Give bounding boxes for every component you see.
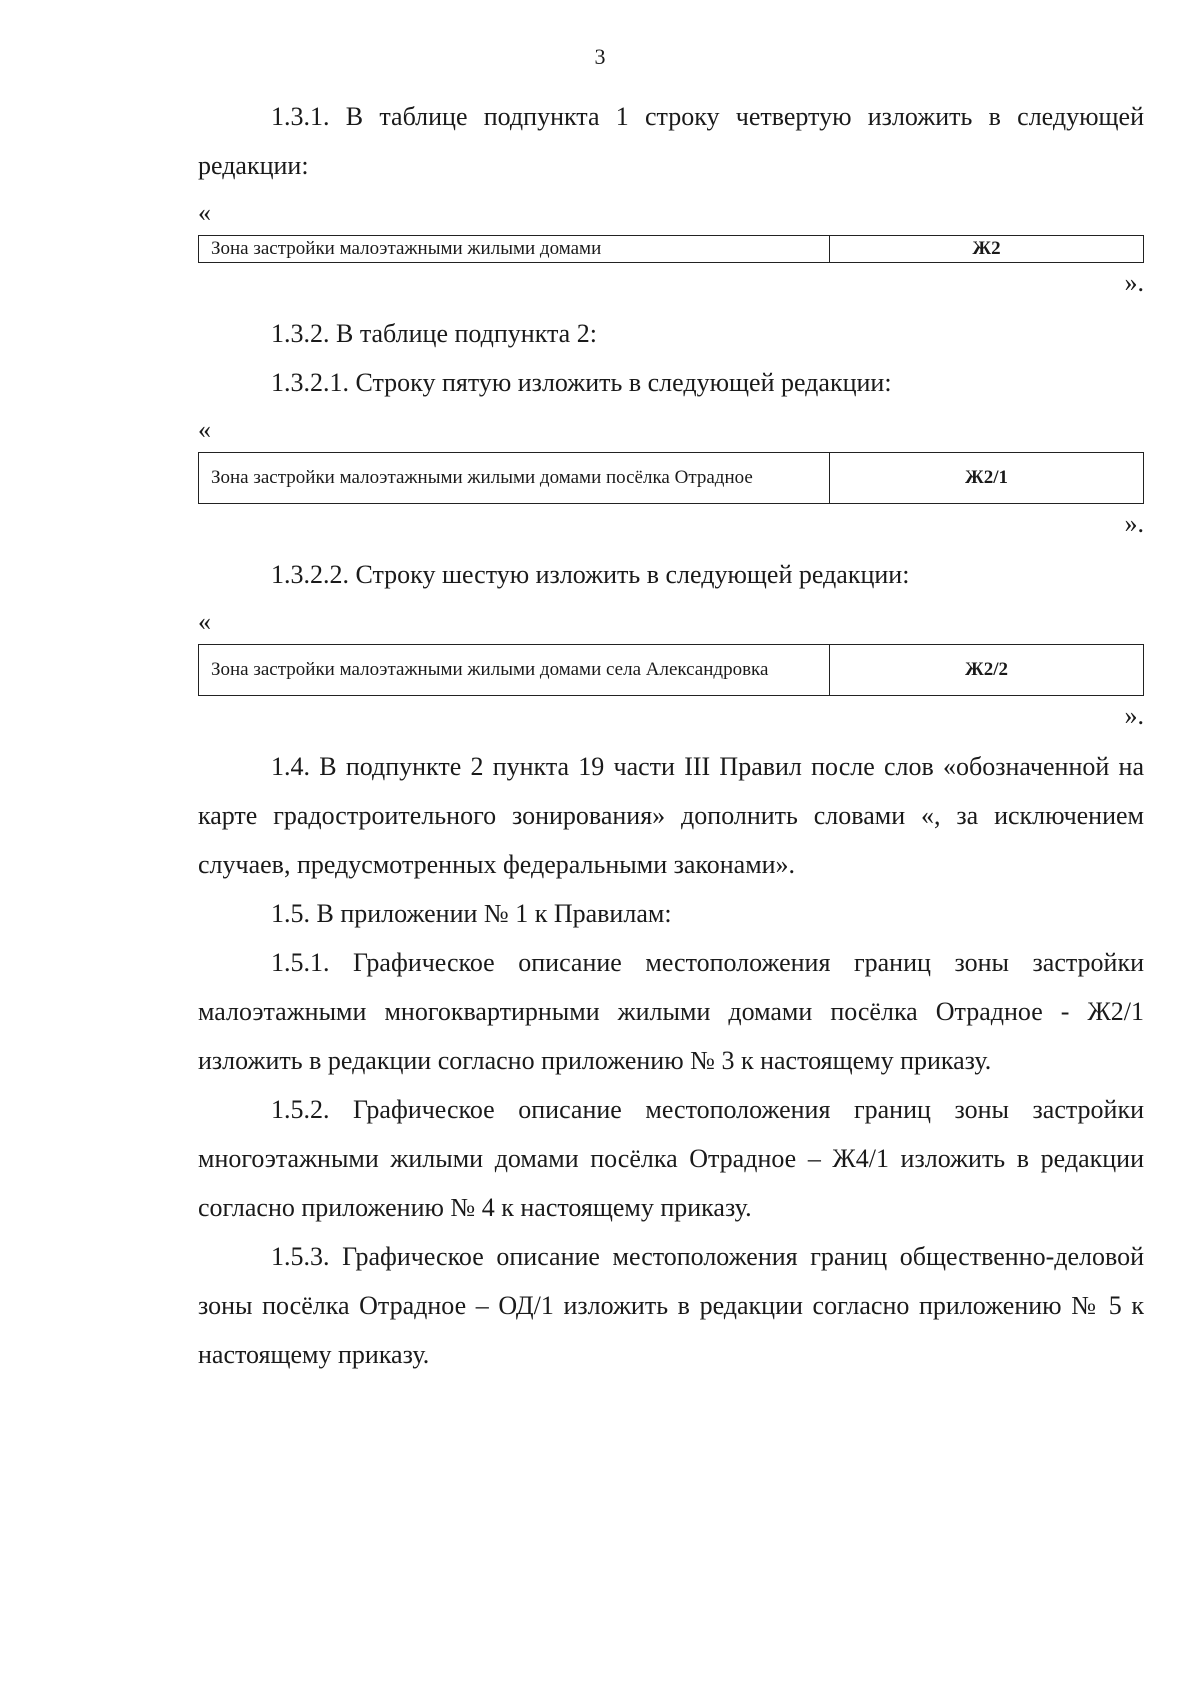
zone-name-cell: Зона застройки малоэтажными жилыми домами села Александровка <box>199 645 830 696</box>
closing-quote: ». <box>1124 701 1144 730</box>
paragraph-1-3-2: 1.3.2. В таблице подпункта 2: <box>271 319 597 348</box>
paragraph-1-5-2: 1.5.2. Графическое описание местоположения границ зоны застройки многоэтажными жилыми домами посёлка Отрадное – Ж4/1 изложить в редакции согласно приложению № 4 к настоящему приказу. <box>198 1095 1144 1222</box>
paragraph-1-3-2-1: 1.3.2.1. Строку пятую изложить в следующей редакции: <box>271 368 892 397</box>
opening-quote: « <box>198 607 211 636</box>
paragraph-1-4: 1.4. В подпункте 2 пункта 19 части III Правил после слов «обозначенной на карте градостроительного зонирования» дополнить словами «, за исключением случаев, предусмотренных федеральными законами». <box>198 752 1144 879</box>
table-row <box>199 453 1144 504</box>
zone-table-2 <box>198 452 1144 504</box>
zone-table-3 <box>198 644 1144 696</box>
zone-code-cell: Ж2/1 <box>830 453 1144 504</box>
table-row <box>199 236 1144 263</box>
opening-quote: « <box>198 198 211 227</box>
paragraph-1-5-1: 1.5.1. Графическое описание местоположения границ зоны застройки малоэтажными многоквартирными жилыми домами посёлка Отрадное - Ж2/1 изложить в редакции согласно приложению № 3 к настоящему приказу. <box>198 948 1144 1075</box>
paragraph-1-3-1: 1.3.1. В таблице подпункта 1 строку четвертую изложить в следующей редакции: <box>198 102 1144 180</box>
paragraph-1-3-2-2: 1.3.2.2. Строку шестую изложить в следующей редакции: <box>271 560 910 589</box>
paragraph-1-5: 1.5. В приложении № 1 к Правилам: <box>271 899 672 928</box>
zone-table-1 <box>198 235 1144 263</box>
zone-code-cell: Ж2/2 <box>830 645 1144 696</box>
opening-quote: « <box>198 415 211 444</box>
page-number: 3 <box>594 44 606 69</box>
zone-name-cell: Зона застройки малоэтажными жилыми домами <box>199 236 830 263</box>
document-body <box>198 92 1144 1379</box>
closing-quote: ». <box>1124 509 1144 538</box>
zone-name-cell: Зона застройки малоэтажными жилыми домами посёлка Отрадное <box>199 453 830 504</box>
table-row <box>199 645 1144 696</box>
zone-code-cell: Ж2 <box>830 236 1144 263</box>
closing-quote: ». <box>1124 268 1144 297</box>
paragraph-1-5-3: 1.5.3. Графическое описание местоположения границ общественно-деловой зоны посёлка Отрадное – ОД/1 изложить в редакции согласно приложению № 5 к настоящему приказу. <box>198 1242 1144 1369</box>
